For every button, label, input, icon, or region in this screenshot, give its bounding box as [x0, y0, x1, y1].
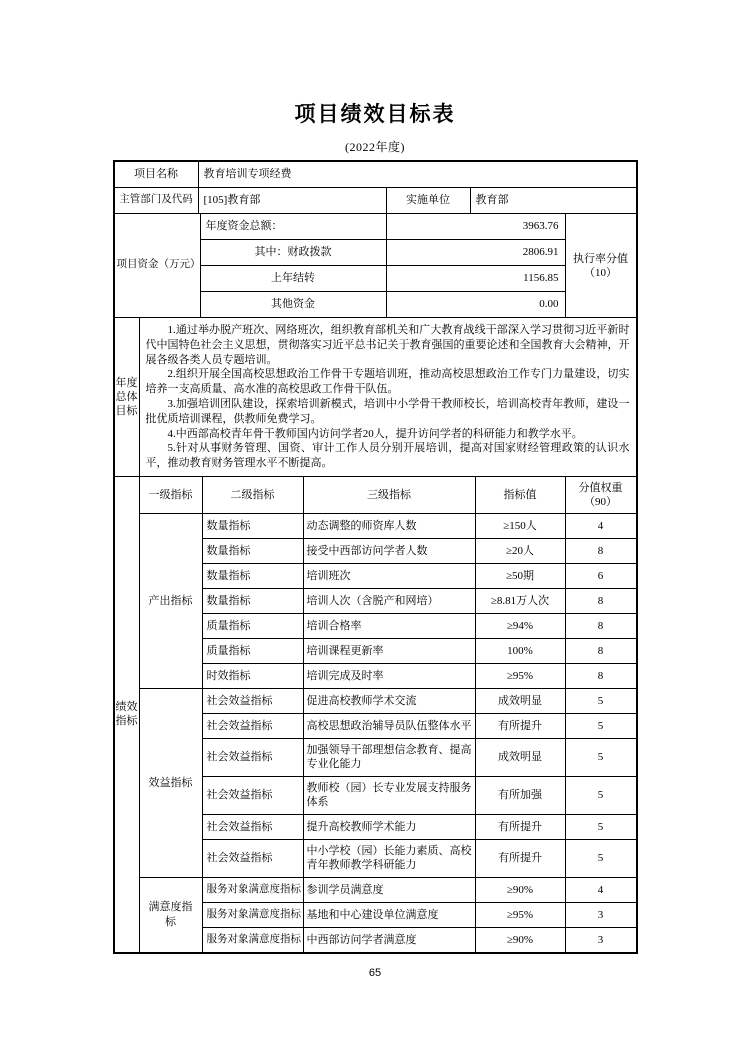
value-cell: ≥8.81万人次: [475, 588, 565, 613]
l2-cell: 数量指标: [202, 588, 303, 613]
header-value: 指标值: [475, 476, 565, 513]
weight-cell: 5: [565, 738, 636, 776]
goal-paragraph: 1.通过举办脱产班次、网络班次，组织教育部机关和广大教育战线干部深入学习贯彻习近平新时代中国特色社会主义思想，贯彻落实习近平总书记关于教育强国的重要论述和全国教育大会精神，开展各级各类人员专题培训。: [145, 324, 630, 366]
weight-cell: 8: [565, 588, 636, 613]
basic-info-table: [114, 161, 637, 214]
l2-cell: 服务对象满意度指标: [202, 927, 303, 952]
indicator-row: [114, 688, 636, 713]
table-row: [114, 162, 636, 188]
l3-cell: 中小学校（园）长能力素质、高校青年教师教学科研能力: [303, 839, 475, 877]
l2-cell: 社会效益指标: [202, 738, 303, 776]
annual-goal-label: 年度 总体 目标: [114, 318, 139, 477]
indicators-table: [114, 476, 637, 953]
value-cell: 成效明显: [475, 688, 565, 713]
goal-paragraph: 5.针对从事财务管理、国资、审计工作人员分别开展培训，提高对国家财经管理政策的认识水平，推动教育财务管理水平不断提高。: [145, 442, 630, 470]
weight-cell: 8: [565, 638, 636, 663]
l3-cell: 接受中西部访问学者人数: [303, 538, 475, 563]
value-cell: ≥95%: [475, 902, 565, 927]
l3-cell: 基地和中心建设单位满意度: [303, 902, 475, 927]
value-cell: 有所提升: [475, 839, 565, 877]
l2-cell: 数量指标: [202, 538, 303, 563]
l3-cell: 提升高校教师学术能力: [303, 814, 475, 839]
weight-cell: 4: [565, 877, 636, 902]
header-l1: 一级指标: [139, 476, 202, 513]
l3-cell: 培训合格率: [303, 613, 475, 638]
page-number: 65: [368, 967, 382, 979]
project-name-value: 教育培训专项经费: [198, 162, 636, 188]
l2-cell: 社会效益指标: [202, 814, 303, 839]
group-label-benefit: 效益指标: [139, 688, 202, 877]
l3-cell: 培训课程更新率: [303, 638, 475, 663]
value-cell: 成效明显: [475, 738, 565, 776]
l2-cell: 服务对象满意度指标: [202, 877, 303, 902]
header-l2: 二级指标: [202, 476, 303, 513]
weight-cell: 5: [565, 713, 636, 738]
group-label-satisfaction: 满意度指标: [139, 877, 202, 952]
weight-cell: 5: [565, 839, 636, 877]
annual-goal-text: [139, 318, 636, 477]
annual-goal-table: [114, 317, 637, 477]
value-cell: ≥95%: [475, 663, 565, 688]
table-row: [114, 214, 636, 240]
l3-cell: 培训班次: [303, 563, 475, 588]
header-l3: 三级指标: [303, 476, 475, 513]
goal-paragraph: 4.中西部高校青年骨干教师国内访问学者20人，提升访问学者的科研能力和教学水平。: [167, 427, 583, 440]
l3-cell: 高校思想政治辅导员队伍整体水平: [303, 713, 475, 738]
l3-cell: 培训完成及时率: [303, 663, 475, 688]
value-cell: ≥94%: [475, 613, 565, 638]
funds-table: [114, 213, 637, 318]
goal-paragraph: 2.组织开展全国高校思想政治工作骨干专题培训班，推动高校思想政治工作专门力量建设，切实培养一支高质量、高水准的高校思政工作骨干队伍。: [145, 368, 630, 396]
weight-cell: 8: [565, 663, 636, 688]
value-cell: ≥90%: [475, 877, 565, 902]
funds-item: 年度资金总额：: [200, 214, 386, 240]
performance-target-table: [113, 160, 638, 954]
l3-cell: 动态调整的师资库人数: [303, 513, 475, 538]
goal-paragraph: 3.加强培训团队建设，探索培训新模式，培训中小学骨干教师校长，培训高校青年教师，建设一批优质培训课程，供教师免费学习。: [145, 397, 630, 425]
project-name-label: 项目名称: [114, 162, 198, 188]
table-row: [114, 188, 636, 214]
funds-item: 其他资金: [200, 292, 386, 318]
indicators-side-label: 绩效 指标: [114, 476, 139, 952]
l3-cell: 培训人次（含脱产和网培）: [303, 588, 475, 613]
l2-cell: 数量指标: [202, 513, 303, 538]
funds-amount: 0.00: [386, 292, 565, 318]
weight-cell: 3: [565, 902, 636, 927]
value-cell: ≥150人: [475, 513, 565, 538]
weight-cell: 8: [565, 538, 636, 563]
impl-unit-label: 实施单位: [386, 188, 470, 214]
funds-amount: 2806.91: [386, 240, 565, 266]
l2-cell: 社会效益指标: [202, 776, 303, 814]
value-cell: ≥90%: [475, 927, 565, 952]
exec-rate-cell: [565, 214, 636, 318]
indicator-row: [114, 513, 636, 538]
funds-amount: 3963.76: [386, 214, 565, 240]
value-cell: ≥20人: [475, 538, 565, 563]
l3-cell: 中西部访问学者满意度: [303, 927, 475, 952]
value-cell: 有所提升: [475, 713, 565, 738]
value-cell: 有所提升: [475, 814, 565, 839]
weight-cell: 6: [565, 563, 636, 588]
l3-cell: 加强领导干部理想信念教育、提高专业化能力: [303, 738, 475, 776]
indicators-header-row: [114, 476, 636, 513]
dept-code-value: [105]教育部: [198, 188, 386, 214]
l2-cell: 社会效益指标: [202, 688, 303, 713]
l2-cell: 质量指标: [202, 613, 303, 638]
weight-cell: 4: [565, 513, 636, 538]
l2-cell: 服务对象满意度指标: [202, 902, 303, 927]
l2-cell: 质量指标: [202, 638, 303, 663]
value-cell: 有所加强: [475, 776, 565, 814]
l3-cell: 教师校（园）长专业发展支持服务体系: [303, 776, 475, 814]
funds-item: 上年结转: [200, 266, 386, 292]
page-subtitle: (2022年度): [345, 140, 405, 154]
funds-amount: 1156.85: [386, 266, 565, 292]
dept-label: 主管部门及代码: [114, 188, 198, 214]
header-weight: 分值权重 （90）: [565, 476, 636, 513]
l2-cell: 社会效益指标: [202, 839, 303, 877]
l3-cell: 参训学员满意度: [303, 877, 475, 902]
weight-cell: 3: [565, 927, 636, 952]
weight-cell: 5: [565, 814, 636, 839]
exec-rate-label: 执行率分值: [573, 252, 628, 265]
l3-cell: 促进高校教师学术交流: [303, 688, 475, 713]
indicator-row: [114, 877, 636, 902]
funds-item: 其中：财政拨款: [200, 240, 386, 266]
weight-cell: 5: [565, 776, 636, 814]
l2-cell: 时效指标: [202, 663, 303, 688]
weight-cell: 5: [565, 688, 636, 713]
exec-rate-score: （10）: [584, 266, 617, 279]
group-label-output: 产出指标: [139, 513, 202, 688]
impl-unit-value: 教育部: [470, 188, 636, 214]
value-cell: 100%: [475, 638, 565, 663]
l2-cell: 数量指标: [202, 563, 303, 588]
weight-cell: 8: [565, 613, 636, 638]
table-row: [114, 318, 636, 477]
value-cell: ≥50期: [475, 563, 565, 588]
l2-cell: 社会效益指标: [202, 713, 303, 738]
page-title: 项目绩效目标表: [294, 102, 456, 126]
funds-label: 项目资金（万元）: [114, 214, 200, 318]
